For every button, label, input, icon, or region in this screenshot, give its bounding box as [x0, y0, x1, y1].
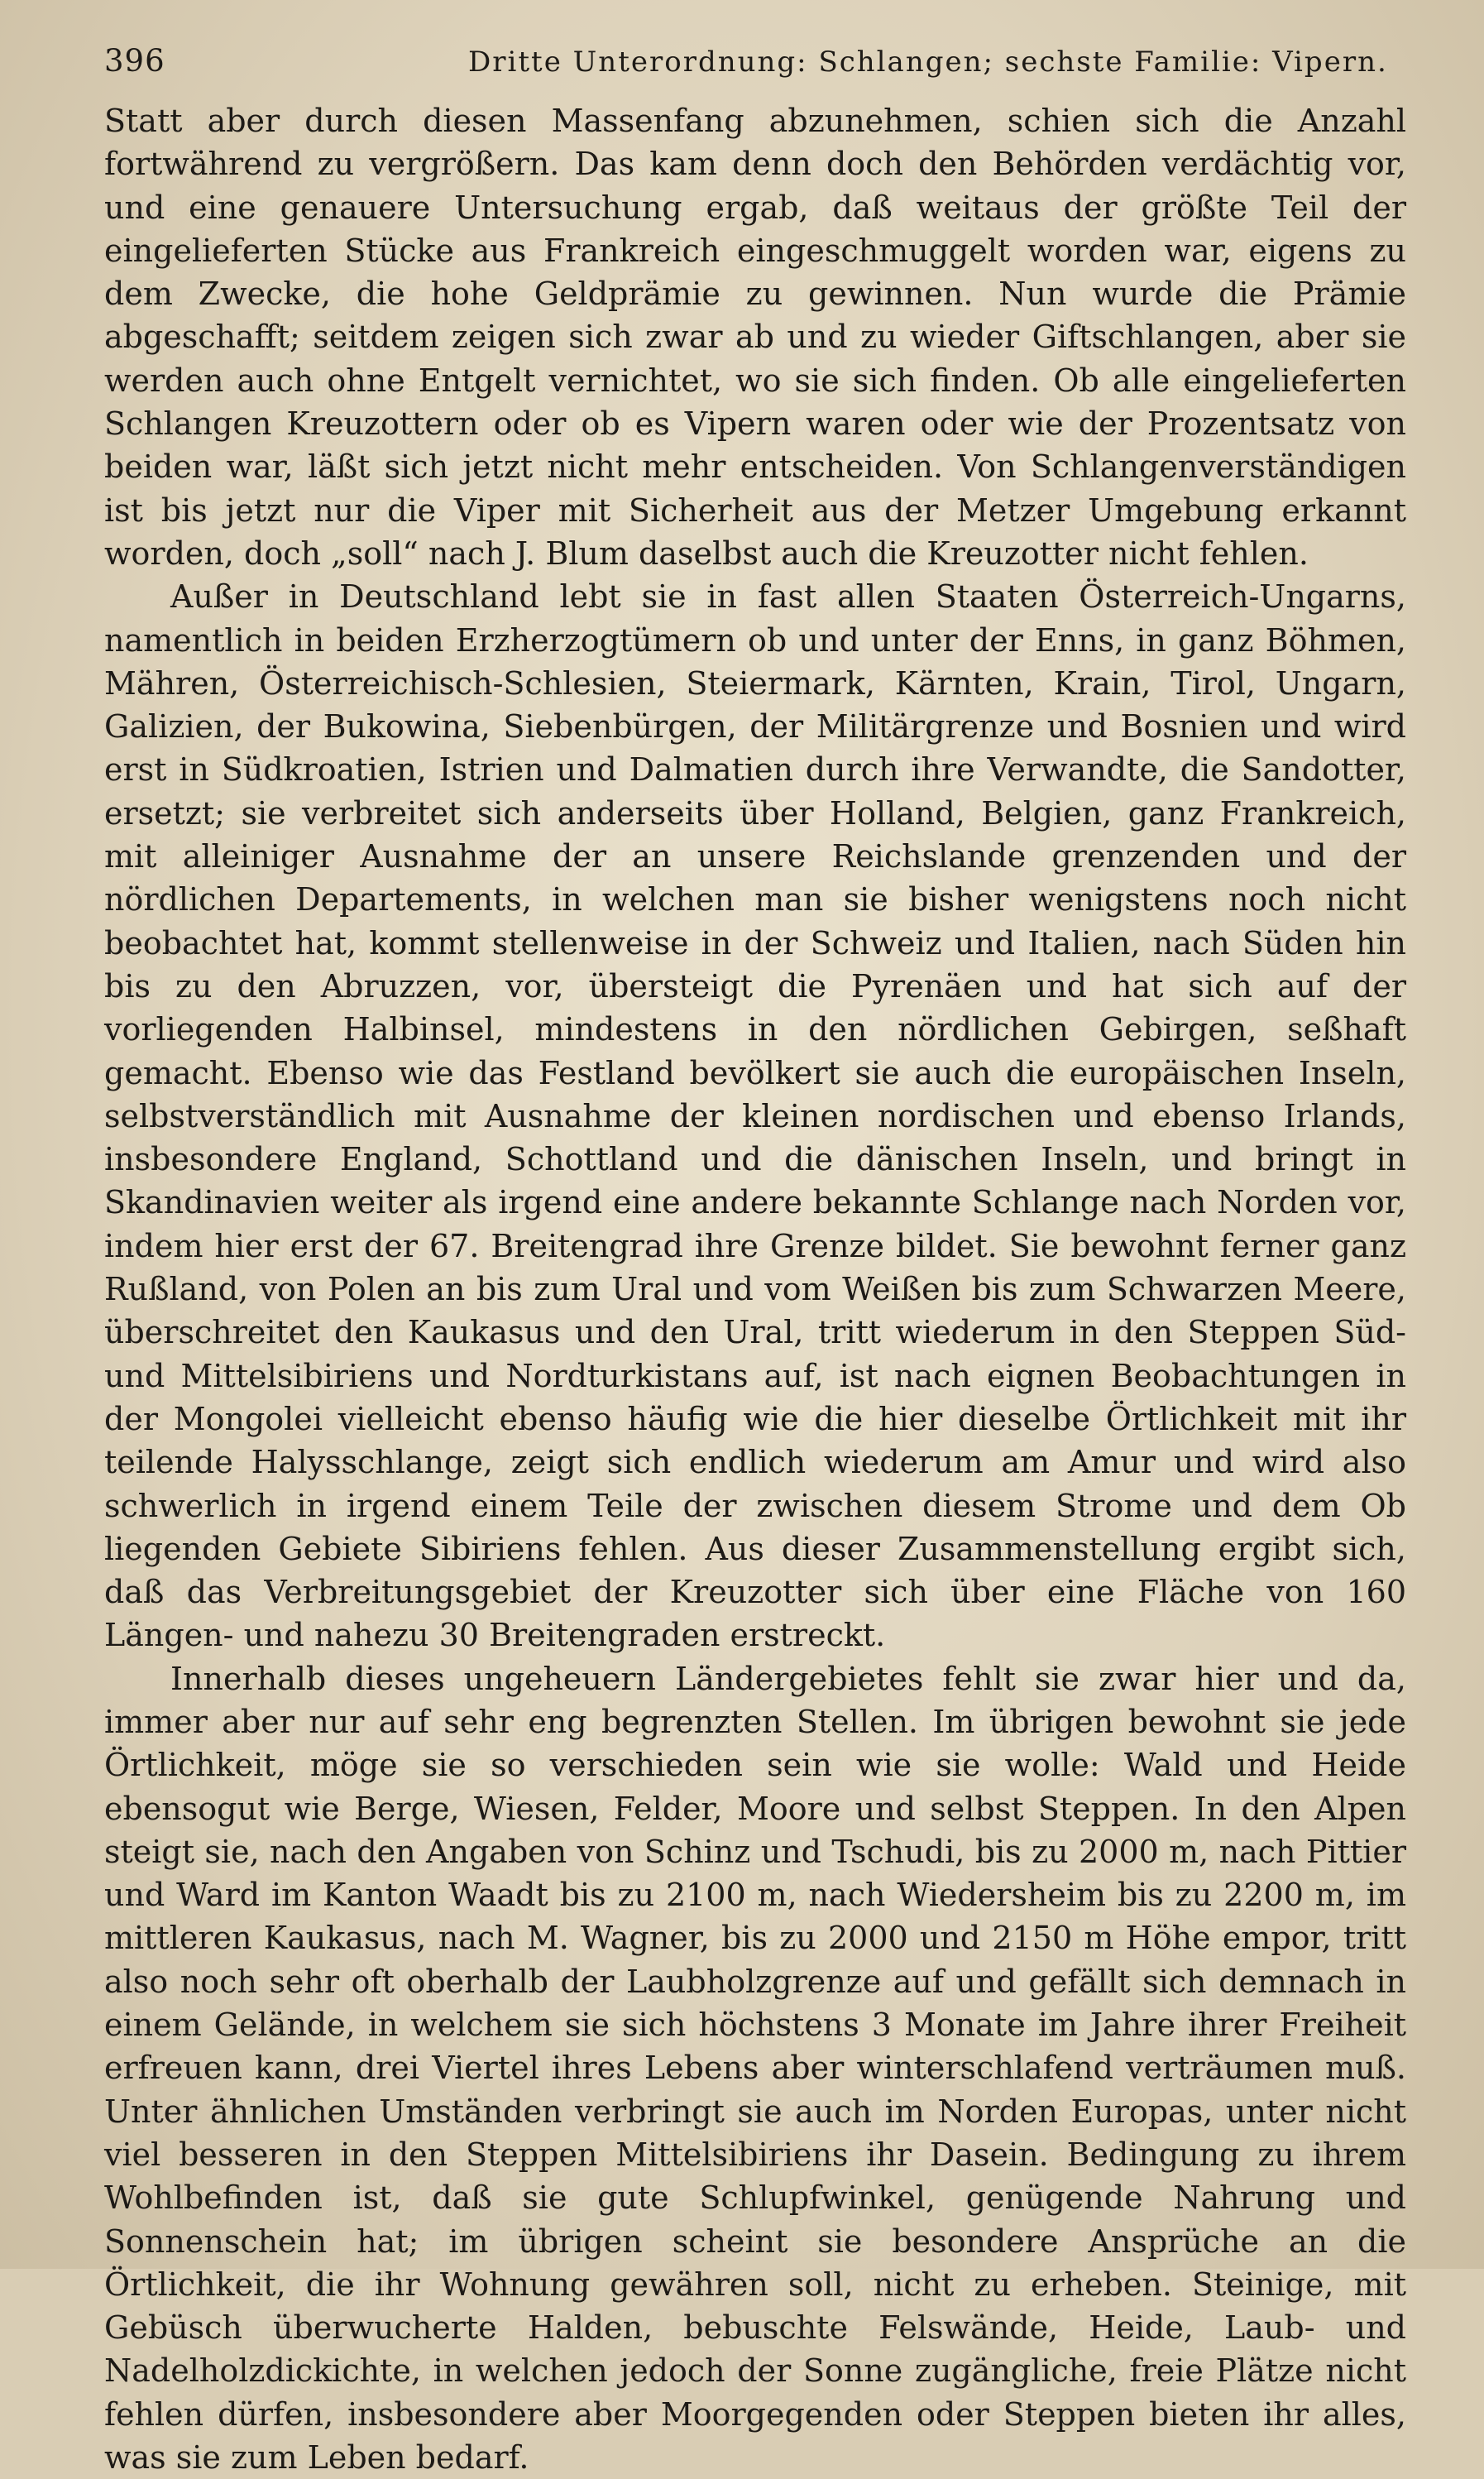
running-head — [104, 43, 1405, 96]
paragraph-3: Innerhalb dieses ungeheuern Ländergebietes fehlt sie zwar hier und da, immer aber nur auf sehr eng begrenzten Stellen. Im übrigen bewohnt sie jede Örtlichkeit, möge sie so verschieden sein wie sie wolle: Wald und Heide ebensogut wie Berge, Wiesen, Felder, Moore und selbst Steppen. In den Alpen steigt sie, nach den Angaben von Schinz und Tschudi, bis zu 2000 m, nach Pittier und Ward im Kanton Waadt bis zu 2100 m, nach Wiedersheim bis zu 2200 m, im mittleren Kaukasus, nach M. Wagner, bis zu 2000 und 2150 m Höhe empor, tritt also noch sehr oft oberhalb der Laubholzgrenze auf und gefällt sich demnach in einem Gelände, in welchem sie sich höchstens 3 Monate im Jahre ihrer Freiheit erfreuen kann, drei Viertel ihres Lebens aber winterschlafend verträumen muß. Unter ähnlichen Umständen verbringt sie auch im Norden Europas, unter nicht viel besseren in den Steppen Mittelsibiriens ihr Dasein. Bedingung zu ihrem Wohlbefinden ist, daß sie gute Schlupfwinkel, genügende Nahrung und Sonnenschein hat; im übrigen scheint sie besondere Ansprüche an die Örtlichkeit, die ihr Wohnung gewähren soll, nicht zu erheben. Steinige, mit Gebüsch überwucherte Halden, bebuschte Felswände, Heide, Laub- und Nadelholzdickichte, in welchen jedoch der Sonne zugängliche, freie Plätze nicht fehlen dürfen, insbesondere aber Moorgegenden oder Steppen bieten ihr alles, was sie zum Leben bedarf. — [104, 1660, 1406, 2477]
paragraph-1: Statt aber durch diesen Massenfang abzunehmen, schien sich die Anzahl fortwährend zu vergrößern. Das kam denn doch den Behörden verdächtig vor, und eine genauere Untersuchung ergab, daß weitaus der größte Teil der eingelieferten Stücke aus Frankreich eingeschmuggelt worden war, eigens zu dem Zwecke, die hohe Geldprämie zu gewinnen. Nun wurde die Prämie abgeschafft; seitdem zeigen sich zwar ab und zu wieder Giftschlangen, aber sie werden auch ohne Entgelt vernichtet, wo sie sich finden. Ob alle eingelieferten Schlangen Kreuzottern oder ob es Vipern waren oder wie der Prozentsatz von beiden war, läßt sich jetzt nicht mehr entscheiden. Von Schlangenverständigen ist bis jetzt nur die Viper mit Sicherheit aus der Metzer Umgebung erkannt worden, doch „soll“ nach J. Blum daselbst auch die Kreuzotter nicht fehlen. — [104, 103, 1406, 572]
body-text — [104, 99, 1406, 2479]
page-number: 396 — [104, 43, 165, 79]
paragraph-2: Außer in Deutschland lebt sie in fast allen Staaten Österreich-Ungarns, namentlich in beiden Erzherzogtümern ob und unter der Enns, in ganz Böhmen, Mähren, Österreichisch-Schlesien, Steiermark, Kärnten, Krain, Tirol, Ungarn, Galizien, der Bukowina, Siebenbürgen, der Militärgrenze und Bosnien und wird erst in Südkroatien, Istrien und Dalmatien durch ihre Verwandte, die Sandotter, ersetzt; sie verbreitet sich anderseits über Holland, Belgien, ganz Frankreich, mit alleiniger Ausnahme der an unsere Reichslande grenzenden und der nördlichen Departements, in welchen man sie bisher wenigstens noch nicht beobachtet hat, kommt stellenweise in der Schweiz und Italien, nach Süden hin bis zu den Abruzzen, vor, übersteigt die Pyrenäen und hat sich auf der vorliegenden Halbinsel, mindestens in den nördlichen Gebirgen, seßhaft gemacht. Ebenso wie das Festland bevölkert sie auch die europäischen Inseln, selbstverständlich mit Ausnahme der kleinen nordischen und ebenso Irlands, insbesondere England, Schottland und die dänischen Inseln, und bringt in Skandinavien weiter als irgend eine andere bekannte Schlange nach Norden vor, indem hier erst der 67. Breitengrad ihre Grenze bildet. Sie bewohnt ferner ganz Rußland, von Polen an bis zum Ural und vom Weißen bis zum Schwarzen Meere, überschreitet den Kaukasus und den Ural, tritt wiederum in den Steppen Süd- und Mittelsibiriens und Nordturkistans auf, ist nach eignen Beobachtungen in der Mongolei vielleicht ebenso häufig wie die hier dieselbe Örtlichkeit mit ihr teilende Halysschlange, zeigt sich endlich wiederum am Amur und wird also schwerlich in irgend einem Teile der zwischen diesem Strome und dem Ob liegenden Gebiete Sibiriens fehlen. Aus dieser Zusammenstellung ergibt sich, daß das Verbreitungsgebiet der Kreuzotter sich über eine Fläche von 160 Längen- und nahezu 30 Breitengraden erstreckt. — [104, 578, 1406, 1654]
running-head-title: Dritte Unterordnung: Schlangen; sechste Familie: Vipern. — [468, 46, 1388, 79]
